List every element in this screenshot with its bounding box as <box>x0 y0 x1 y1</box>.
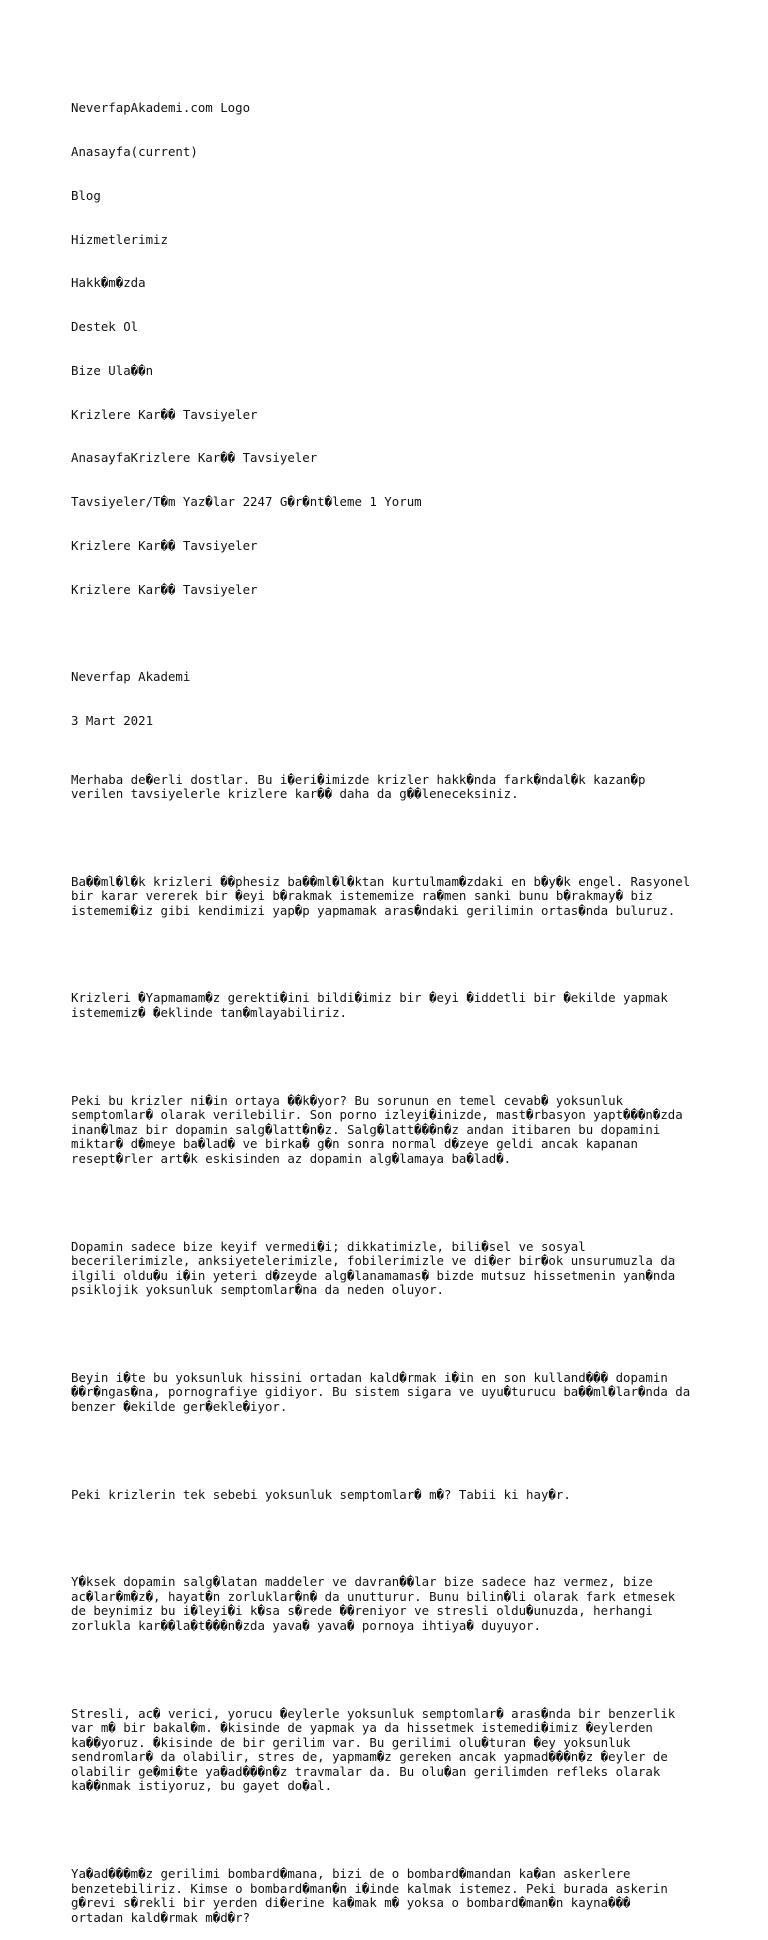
article-title: Krizlere Kar�� Tavsiyeler <box>71 538 258 553</box>
document-page <box>71 72 711 1940</box>
article-meta: Tavsiyeler/T�m Yaz�lar 2247 G�r�nt�leme 1 Yorum <box>71 494 422 510</box>
spacer <box>71 1823 711 1838</box>
article-paragraph: Merhaba de�erli dostlar. Bu i�eri�imizde krizler hakk�nda fark�ndal�k kazan�p verilen tavsiyelerle krizlere kar�� daha da g��leneceksiniz. <box>71 771 646 802</box>
nav-item-support[interactable]: Destek Ol <box>71 319 139 335</box>
spacer <box>71 627 711 642</box>
breadcrumb[interactable]: AnasayfaKrizlere Kar�� Tavsiyeler <box>71 450 318 466</box>
nav-item-home[interactable]: Anasayfa(current) <box>71 143 198 159</box>
nav-item-services[interactable]: Hizmetlerimiz <box>71 231 168 247</box>
article-paragraph: Y�ksek dopamin salg�latan maddeler ve davran��lar bize sadece haz vermez, bize ac�lar�m�z�, hayat�n zorluklar�n� da unutturur. Bunu bilin�li olarak fark etmesek de beynimiz bu i�leyi�i k�sa s�rede ��reniyor ve stresli oldu�unuzda, herhangi zorlukla kar��la�t���n�zda yava� yava� pornoya ihtiya� duyuyor. <box>71 1574 676 1633</box>
spacer <box>71 1531 711 1546</box>
site-logo[interactable]: NeverfapAkademi.com Logo <box>71 100 251 116</box>
nav-item-blog[interactable]: Blog <box>71 187 101 203</box>
article-paragraph: Beyin i�te bu yoksunluk hissini ortadan kald�rmak i�in en son kulland��� dopamin ��r�ngas�na, pornografiye gidiyor. Bu sistem sigara ve uyu�turucu ba��ml�lar�nda da benzer �ekilde ger�ekle�iyor. <box>71 1369 691 1415</box>
spacer <box>71 1444 711 1459</box>
article-date: 3 Mart 2021 <box>71 713 154 729</box>
spacer <box>71 831 711 846</box>
spacer <box>71 948 711 963</box>
article-paragraph: Dopamin sadece bize keyif vermedi�i; dikkatimizle, bili�sel ve sosyal becerilerimizle, anksiyetelerimizle, fobilerimizle ve di�er bir�ok unsurumuzla da ilgili oldu�u i�in yeteri d�zeyde alg�lanamamas� bizde mutsuz hissetmenin yan�nda psiklojik yoksunluk semptomlar�na da neden oluyor. <box>71 1238 676 1298</box>
article-paragraph: Stresli, ac� verici, yorucu �eylerle yoksunluk semptomlar� aras�nda bir benzerlik var m� bir bakal�m. �kisinde de yapmak ya da hissetmek istemedi�imiz �eylerden ka��yoruz. �kisinde de bir gerilim var. Bu gerilimi olu�turan �ey yoksunluk sendromlar� da olabilir, stres de, yapmam�z gereken ancak yapmad���n�z �eyler de olabilir ge�mi�te ya�ad���n�z travmalar da. Bu olu�an gerilimden refleks olarak ka��nmak istiyoruz, bu gayet do�al. <box>71 1705 676 1794</box>
category-heading: Krizlere Kar�� Tavsiyeler <box>71 406 258 422</box>
article-paragraph: Krizleri �Yapmamam�z gerekti�ini bildi�imiz bir �eyi �iddetli bir �ekilde yapmak istememiz� �eklinde tan�mlayabiliriz. <box>71 990 668 1020</box>
article-author[interactable]: Neverfap Akademi <box>71 669 191 685</box>
article-paragraph: Ba��ml�l�k krizleri ��phesiz ba��ml�l�ktan kurtulmam�zdaki en b�y�k engel. Rasyonel bir karar vererek bir �eyi b�rakmak istememize ra�men sanki bunu b�rakmay� biz istememi�iz gibi kendimizi yap�p yapmamak aras�ndaki gerilimin ortas�nda buluruz. <box>71 873 691 918</box>
article-title-secondary: Krizlere Kar�� Tavsiyeler <box>71 581 258 597</box>
nav-item-about[interactable]: Hakk�m�zda <box>71 275 146 291</box>
article-paragraph: Peki krizlerin tek sebebi yoksunluk semptomlar� m�? Tabii ki hay�r. <box>71 1486 571 1502</box>
article-paragraph: Ya�ad���m�z gerilimi bombard�mana, bizi de o bombard�mandan ka�an askerlere benzetebiliriz. Kimse o bombard�man�n i�inde kalmak istemez. Peki burada askerin g�revi s�rekli bir yerden di�erine ka�mak m� yoksa o bombard�man�n kayna��� ortadan kald�rmak m�d�r? <box>71 1866 668 1925</box>
spacer <box>71 1663 711 1678</box>
article-paragraph: Peki bu krizler ni�in ortaya ��k�yor? Bu sorunun en temel cevab� yoksunluk semptomlar� olarak verilebilir. Son porno izleyi�inizde, mast�rbasyon yapt���n�zda inan�lmaz bir dopamin salg�latt�n�z. Salg�latt���n�z andan itibaren bu dopamini miktar� d�meye ba�lad� ve birka� g�n sonra normal d�zeye geldi ancak kapanan resept�rler art�k eskisinden az dopamin alg�lamaya ba�lad�. <box>71 1092 683 1166</box>
nav-item-contact[interactable]: Bize Ula��n <box>71 362 154 378</box>
spacer <box>71 1327 711 1342</box>
spacer <box>71 1196 711 1211</box>
spacer <box>71 1050 711 1065</box>
